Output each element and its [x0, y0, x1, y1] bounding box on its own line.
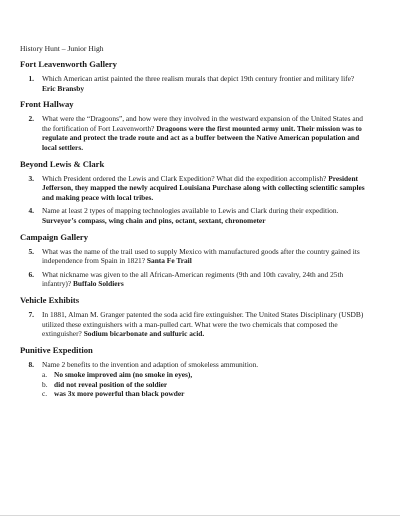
answer-text: Eric Bransby — [42, 83, 85, 93]
question-item — [20, 174, 366, 203]
question-number: 5. — [28, 246, 34, 256]
question-item — [20, 270, 366, 289]
question-number: 3. — [28, 173, 34, 183]
answer-text: Dragoons were the first mounted army unit. Their mission was to regulate and protect the trade route and act as a buffer between the Native American population and local settlers. — [42, 123, 362, 152]
question-text: In 1881, Alman M. Granger patented the soda acid fire extinguisher. The United States Disciplinary (USDB) utilized these extinguishers with a man-pulled cart. What were the two chemicals that composed the extinguisher? — [42, 309, 364, 339]
section-heading: Campaign Gallery — [20, 231, 89, 242]
question-number: 8. — [28, 359, 34, 369]
question-body — [42, 114, 366, 152]
question-text: Name 2 benefits to the invention and adaption of smokeless ammunition. — [42, 359, 259, 369]
question-item — [20, 114, 366, 152]
answer-text: Surveyor’s compass, wing chain and pins, octant, sextant, chronometer — [42, 215, 266, 225]
question-body — [42, 247, 366, 266]
question-number: 4. — [28, 206, 34, 216]
answer-text: Santa Fe Trail — [146, 256, 192, 266]
sub-answer-text: did not reveal position of the soldier — [54, 379, 168, 389]
sub-answer-letter: b. — [42, 379, 48, 389]
page-bottom-divider — [0, 515, 400, 516]
question-text: Which American artist painted the three realism murals that depict 19th century frontier and military life? — [42, 74, 355, 83]
question-item — [20, 360, 366, 399]
question-text: Which President ordered the Lewis and Clark Expedition? What did the expedition accomplish? — [42, 173, 327, 183]
answer-text: Sodium bicarbonate and sulfuric acid. — [83, 329, 205, 339]
sub-answer-item — [42, 370, 366, 380]
sub-answer-item — [42, 380, 366, 390]
question-body — [42, 206, 366, 225]
section-heading: Vehicle Exhibits — [20, 294, 80, 305]
question-text: Name at least 2 types of mapping technologies available to Lewis and Clark during their expedition. — [42, 206, 339, 216]
section-heading: Front Hallway — [20, 99, 74, 110]
section-heading: Beyond Lewis & Clark — [20, 158, 105, 169]
question-body — [42, 74, 366, 93]
question-item — [20, 74, 366, 93]
sub-answer-text: was 3x more powerful than black powder — [54, 389, 185, 399]
sub-answer-text: No smoke improved aim (no smoke in eyes), — [54, 370, 193, 380]
sub-answer-item — [42, 389, 366, 399]
question-body — [42, 174, 366, 203]
answer-text: President Jefferson, they mapped the newly acquired Louisiana Purchase along with collecting scientific samples and making peace with local tribes. — [42, 173, 365, 202]
document-title: History Hunt – Junior High — [20, 44, 104, 53]
question-body — [42, 270, 366, 289]
sub-answer-letter: a. — [42, 370, 48, 380]
question-number: 6. — [28, 269, 34, 279]
answer-text: Buffalo Soldiers — [73, 279, 124, 289]
sub-answer-letter: c. — [42, 389, 48, 399]
question-number: 2. — [28, 114, 34, 124]
question-text: What was the name of the trail used to supply Mexico with manufactured goods after the country gained its independence from Spain in 1821? — [42, 246, 360, 266]
question-item — [20, 310, 366, 339]
question-number: 7. — [28, 309, 34, 319]
question-body — [42, 360, 366, 399]
section-heading: Fort Leavenworth Gallery — [20, 59, 117, 69]
question-number: 1. — [28, 74, 34, 83]
question-text: What were the “Dragoons”, and how were they involved in the westward expansion of the United States and the fortification of Fort Leavenworth? — [42, 114, 363, 133]
sub-answer-list — [42, 370, 366, 399]
question-item — [20, 206, 366, 225]
question-item — [20, 247, 366, 266]
question-text: What nickname was given to the all African-American regiments (9th and 10th cavalry, 24th and 25th infantry)? — [42, 269, 344, 289]
question-body — [42, 310, 366, 339]
section-heading: Punitive Expedition — [20, 344, 93, 355]
